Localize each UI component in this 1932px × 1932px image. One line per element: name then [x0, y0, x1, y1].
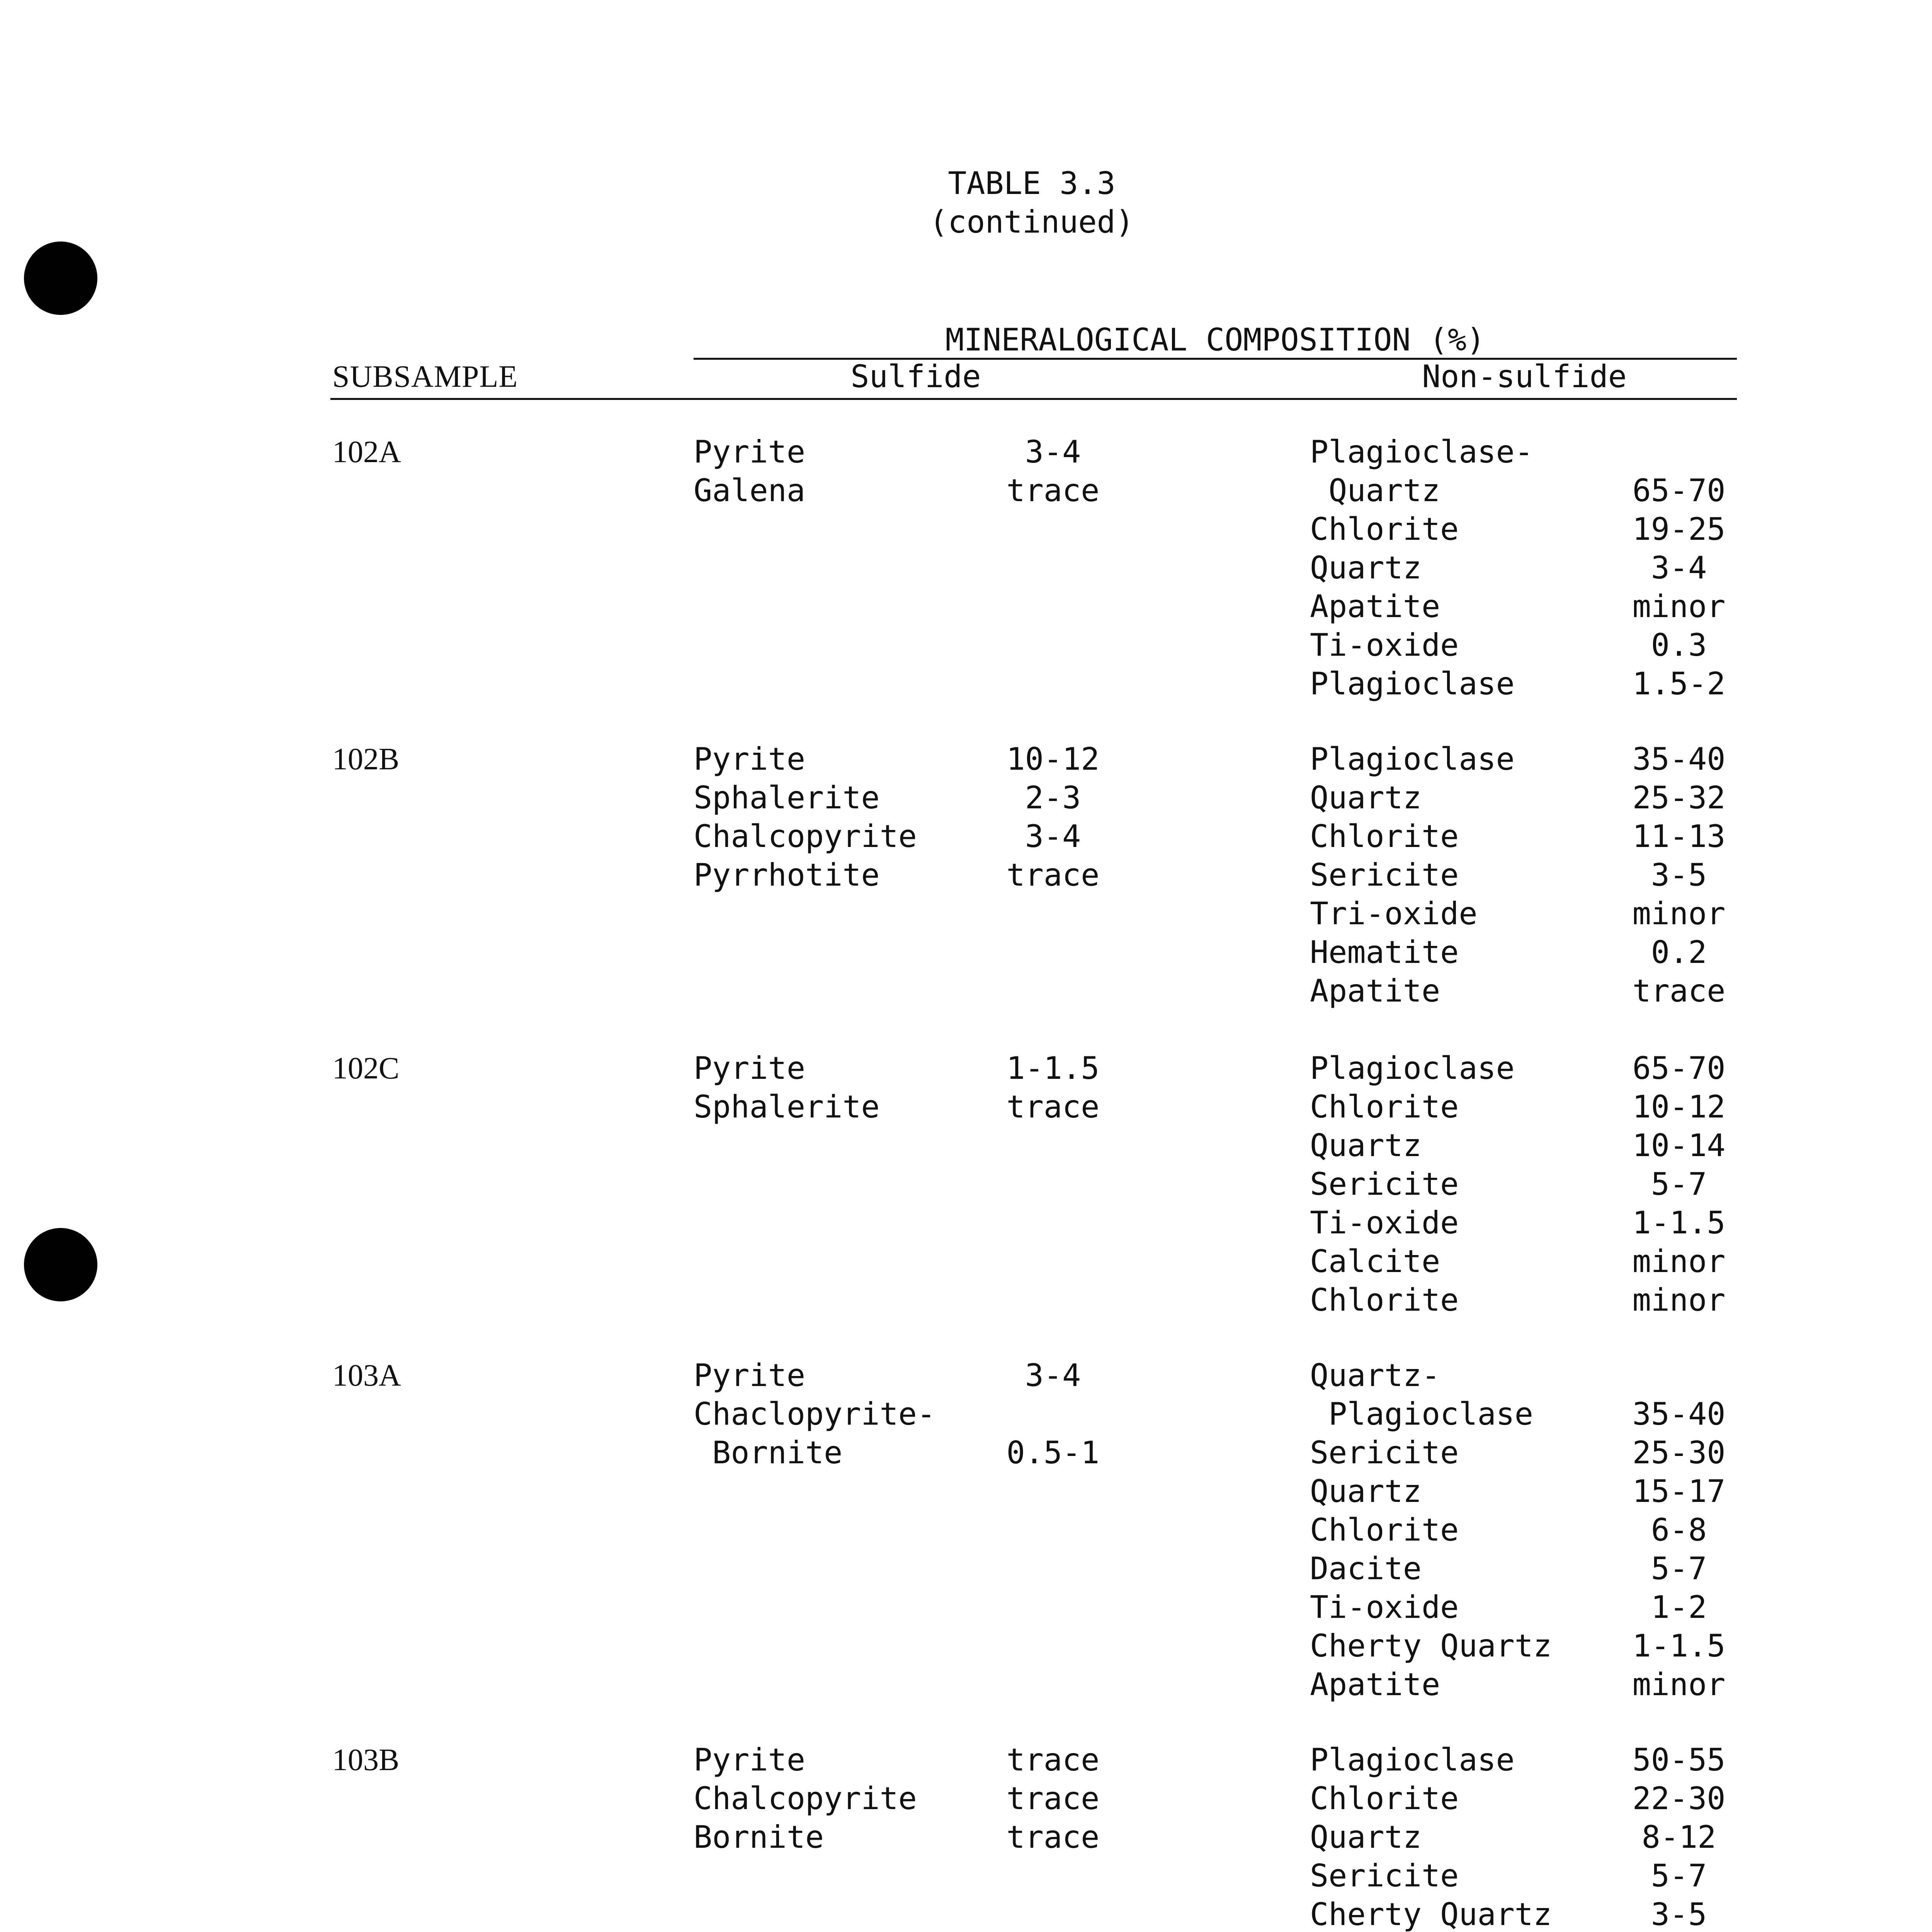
- mineral-percentage: 19-25: [1632, 511, 1726, 547]
- table-subtitle: (continued): [929, 204, 1134, 240]
- mineral-row: [1310, 471, 1739, 510]
- mineral-percentage: minor: [1632, 1282, 1726, 1318]
- mineral-row: [1310, 587, 1739, 626]
- subsample-column-header: SUBSAMPLE: [332, 360, 518, 394]
- mineral-row: [1310, 1204, 1739, 1242]
- mineral-row: [694, 433, 1119, 471]
- mineral-row: [694, 1779, 1119, 1818]
- mineral-name: Quartz: [1310, 1819, 1422, 1855]
- mineral-name: Quartz: [1310, 550, 1422, 586]
- mineral-percentage: trace: [1006, 1089, 1100, 1125]
- mineral-row: [694, 779, 1119, 817]
- mineral-row: [1310, 1356, 1739, 1395]
- mineral-row: [694, 1356, 1119, 1395]
- mineral-name: Quartz-: [1310, 1357, 1440, 1393]
- mineral-row: [694, 1434, 1119, 1472]
- mineral-percentage: 10-14: [1632, 1128, 1726, 1163]
- subsample-id: 102B: [332, 742, 400, 776]
- mineral-row: [694, 1741, 1119, 1779]
- mineral-name: Chlorite: [1310, 818, 1459, 854]
- subsample-id: 102A: [332, 435, 401, 469]
- mineral-row: [1310, 626, 1739, 665]
- mineral-percentage: trace: [1006, 857, 1100, 893]
- mineral-name: Pyrite: [694, 1050, 805, 1086]
- mineral-row: [1310, 1857, 1739, 1895]
- mineral-percentage: trace: [1006, 1819, 1100, 1855]
- mineral-name: Plagioclase: [1310, 1050, 1515, 1086]
- mineral-row: [694, 740, 1119, 779]
- mineral-row: [1310, 1434, 1739, 1472]
- mineral-name: Ti-oxide: [1310, 1205, 1459, 1241]
- mineral-row: [1310, 1511, 1739, 1549]
- mineral-name: Apatite: [1310, 973, 1440, 1009]
- mineral-percentage: trace: [1006, 1742, 1100, 1778]
- mineral-row: [1310, 1588, 1739, 1627]
- mineral-row: [1310, 933, 1739, 972]
- mineral-row: [1310, 1627, 1739, 1665]
- mineral-name: Quartz: [1310, 780, 1422, 816]
- mineral-percentage: 1-1.5: [1632, 1205, 1726, 1241]
- mineral-row: [694, 471, 1119, 510]
- mineral-percentage: 3-5: [1651, 857, 1707, 893]
- sulfide-list: [694, 1741, 1119, 1857]
- mineral-name: Sericite: [1310, 1166, 1459, 1202]
- mineral-name: Pyrite: [694, 741, 805, 777]
- mineral-row: [1310, 665, 1739, 703]
- mineral-percentage: 0.3: [1651, 627, 1707, 663]
- header-rule-lower: [330, 398, 1737, 400]
- mineral-row: [1310, 433, 1739, 471]
- mineral-name: Quartz: [1310, 1473, 1422, 1509]
- mineral-row: [1310, 1665, 1739, 1704]
- mineral-name: Sphalerite: [694, 780, 880, 816]
- mineral-name: Dacite: [1310, 1551, 1422, 1587]
- non-sulfide-column-header: Non-sulfide: [1422, 359, 1627, 395]
- mineral-name: Pyrite: [694, 1742, 805, 1778]
- mineral-row: [1310, 1395, 1739, 1434]
- mineral-name: Bornite: [694, 1435, 843, 1471]
- mineral-percentage: 35-40: [1632, 741, 1726, 777]
- mineral-percentage: 10-12: [1632, 1089, 1726, 1125]
- mineral-percentage: 1-1.5: [1006, 1050, 1100, 1086]
- mineral-percentage: minor: [1632, 896, 1726, 932]
- mineral-percentage: 3-5: [1651, 1896, 1707, 1932]
- mineral-percentage: 5-7: [1651, 1166, 1707, 1202]
- mineral-percentage: 10-12: [1006, 741, 1100, 777]
- mineral-percentage: 3-4: [1025, 818, 1081, 854]
- mineral-percentage: 0.2: [1651, 934, 1707, 970]
- sulfide-list: [694, 1356, 1119, 1472]
- mineral-name: Sericite: [1310, 1435, 1459, 1471]
- mineral-name: Hematite: [1310, 934, 1459, 970]
- mineral-name: Calcite: [1310, 1243, 1440, 1279]
- mineral-percentage: 3-4: [1025, 1357, 1081, 1393]
- mineral-percentage: trace: [1006, 473, 1100, 509]
- mineral-name: Pyrite: [694, 1357, 805, 1393]
- mineral-percentage: 11-13: [1632, 818, 1726, 854]
- mineral-percentage: 25-30: [1632, 1435, 1726, 1471]
- mineral-name: Chlorite: [1310, 511, 1459, 547]
- sulfide-list: [694, 433, 1119, 510]
- mineral-row: [1310, 510, 1739, 549]
- mineral-name: Sericite: [1310, 1858, 1459, 1894]
- sulfide-list: [694, 1049, 1119, 1126]
- mineral-percentage: minor: [1632, 1667, 1726, 1702]
- mineral-name: Chlorite: [1310, 1512, 1459, 1548]
- mineral-percentage: 50-55: [1632, 1742, 1726, 1778]
- mineral-percentage: 25-32: [1632, 780, 1726, 816]
- mineral-name: Chalcopyrite: [694, 818, 917, 854]
- mineral-percentage: 1.5-2: [1632, 666, 1726, 702]
- mineral-name: Galena: [694, 473, 805, 509]
- mineral-name: Bornite: [694, 1819, 824, 1855]
- mineral-name: Sphalerite: [694, 1089, 880, 1125]
- punch-hole: [24, 1228, 97, 1301]
- mineral-name: Plagioclase: [1310, 666, 1515, 702]
- mineral-name: Cherty Quartz: [1310, 1896, 1552, 1932]
- mineral-row: [1310, 1049, 1739, 1088]
- subsample-id: 103B: [332, 1743, 400, 1777]
- mineral-percentage: minor: [1632, 1243, 1726, 1279]
- mineral-percentage: 3-4: [1651, 550, 1707, 586]
- mineral-row: [1310, 1895, 1739, 1932]
- mineral-row: [1310, 1818, 1739, 1857]
- mineral-name: Chaclopyrite-: [694, 1396, 936, 1432]
- mineral-name: Ti-oxide: [1310, 627, 1459, 663]
- mineral-name: Cherty Quartz: [1310, 1628, 1552, 1664]
- mineral-row: [1310, 1549, 1739, 1588]
- mineral-percentage: 5-7: [1651, 1551, 1707, 1587]
- sulfide-list: [694, 740, 1119, 895]
- mineral-name: Chlorite: [1310, 1781, 1459, 1816]
- mineral-name: Quartz: [1310, 1128, 1422, 1163]
- mineral-row: [1310, 895, 1739, 933]
- mineral-name: Chalcopyrite: [694, 1781, 917, 1816]
- mineral-row: [1310, 779, 1739, 817]
- subsample-id: 103A: [332, 1359, 401, 1393]
- mineral-row: [1310, 817, 1739, 856]
- mineral-percentage: 22-30: [1632, 1781, 1726, 1816]
- mineral-row: [1310, 856, 1739, 895]
- mineral-row: [1310, 1281, 1739, 1320]
- non-sulfide-list: [1310, 1049, 1739, 1320]
- mineral-row: [1310, 1242, 1739, 1281]
- mineral-name: Pyrite: [694, 434, 805, 470]
- mineral-row: [1310, 1088, 1739, 1126]
- mineral-name: Plagioclase: [1310, 741, 1515, 777]
- mineral-name: Chlorite: [1310, 1089, 1459, 1125]
- mineral-name: Quartz: [1310, 473, 1440, 509]
- non-sulfide-list: [1310, 740, 1739, 1010]
- mineral-row: [694, 1049, 1119, 1088]
- mineral-row: [694, 1395, 1119, 1434]
- table-title: TABLE 3.3: [948, 165, 1116, 201]
- sulfide-column-header: Sulfide: [850, 359, 981, 395]
- mineral-percentage: 15-17: [1632, 1473, 1726, 1509]
- mineral-name: Pyrrhotite: [694, 857, 880, 893]
- punch-hole: [24, 242, 97, 315]
- mineral-percentage: 35-40: [1632, 1396, 1726, 1432]
- mineral-row: [694, 1088, 1119, 1126]
- mineral-percentage: 0.5-1: [1006, 1435, 1100, 1471]
- mineral-percentage: 5-7: [1651, 1858, 1707, 1894]
- mineral-percentage: 1-1.5: [1632, 1628, 1726, 1664]
- mineral-percentage: 3-4: [1025, 434, 1081, 470]
- subsample-id: 102C: [332, 1051, 400, 1085]
- mineral-name: Apatite: [1310, 588, 1440, 624]
- mineral-percentage: trace: [1006, 1781, 1100, 1816]
- non-sulfide-list: [1310, 1741, 1739, 1932]
- mineral-percentage: 65-70: [1632, 1050, 1726, 1086]
- mineral-row: [694, 856, 1119, 895]
- mineral-percentage: trace: [1632, 973, 1726, 1009]
- mineral-row: [1310, 740, 1739, 779]
- mineral-percentage: 8-12: [1641, 1819, 1716, 1855]
- mineral-row: [694, 817, 1119, 856]
- mineral-percentage: 2-3: [1025, 780, 1081, 816]
- non-sulfide-list: [1310, 1356, 1739, 1704]
- mineral-name: Ti-oxide: [1310, 1589, 1459, 1625]
- mineral-name: Tri-oxide: [1310, 896, 1478, 932]
- mineral-name: Plagioclase: [1310, 1396, 1533, 1432]
- non-sulfide-list: [1310, 433, 1739, 703]
- mineral-row: [1310, 1741, 1739, 1779]
- mineralogical-composition-header: MINERALOGICAL COMPOSITION (%): [945, 322, 1485, 358]
- mineral-row: [1310, 1126, 1739, 1165]
- mineral-row: [694, 1818, 1119, 1857]
- mineral-percentage: 1-2: [1651, 1589, 1707, 1625]
- mineral-name: Apatite: [1310, 1667, 1440, 1702]
- mineral-name: Plagioclase: [1310, 1742, 1515, 1778]
- mineral-percentage: minor: [1632, 588, 1726, 624]
- mineral-row: [1310, 1472, 1739, 1511]
- mineral-row: [1310, 549, 1739, 587]
- mineral-name: Plagioclase-: [1310, 434, 1533, 470]
- mineral-row: [1310, 1779, 1739, 1818]
- mineral-percentage: 65-70: [1632, 473, 1726, 509]
- mineral-percentage: 6-8: [1651, 1512, 1707, 1548]
- mineral-name: Sericite: [1310, 857, 1459, 893]
- mineral-row: [1310, 972, 1739, 1010]
- mineral-row: [1310, 1165, 1739, 1204]
- mineral-name: Chlorite: [1310, 1282, 1459, 1318]
